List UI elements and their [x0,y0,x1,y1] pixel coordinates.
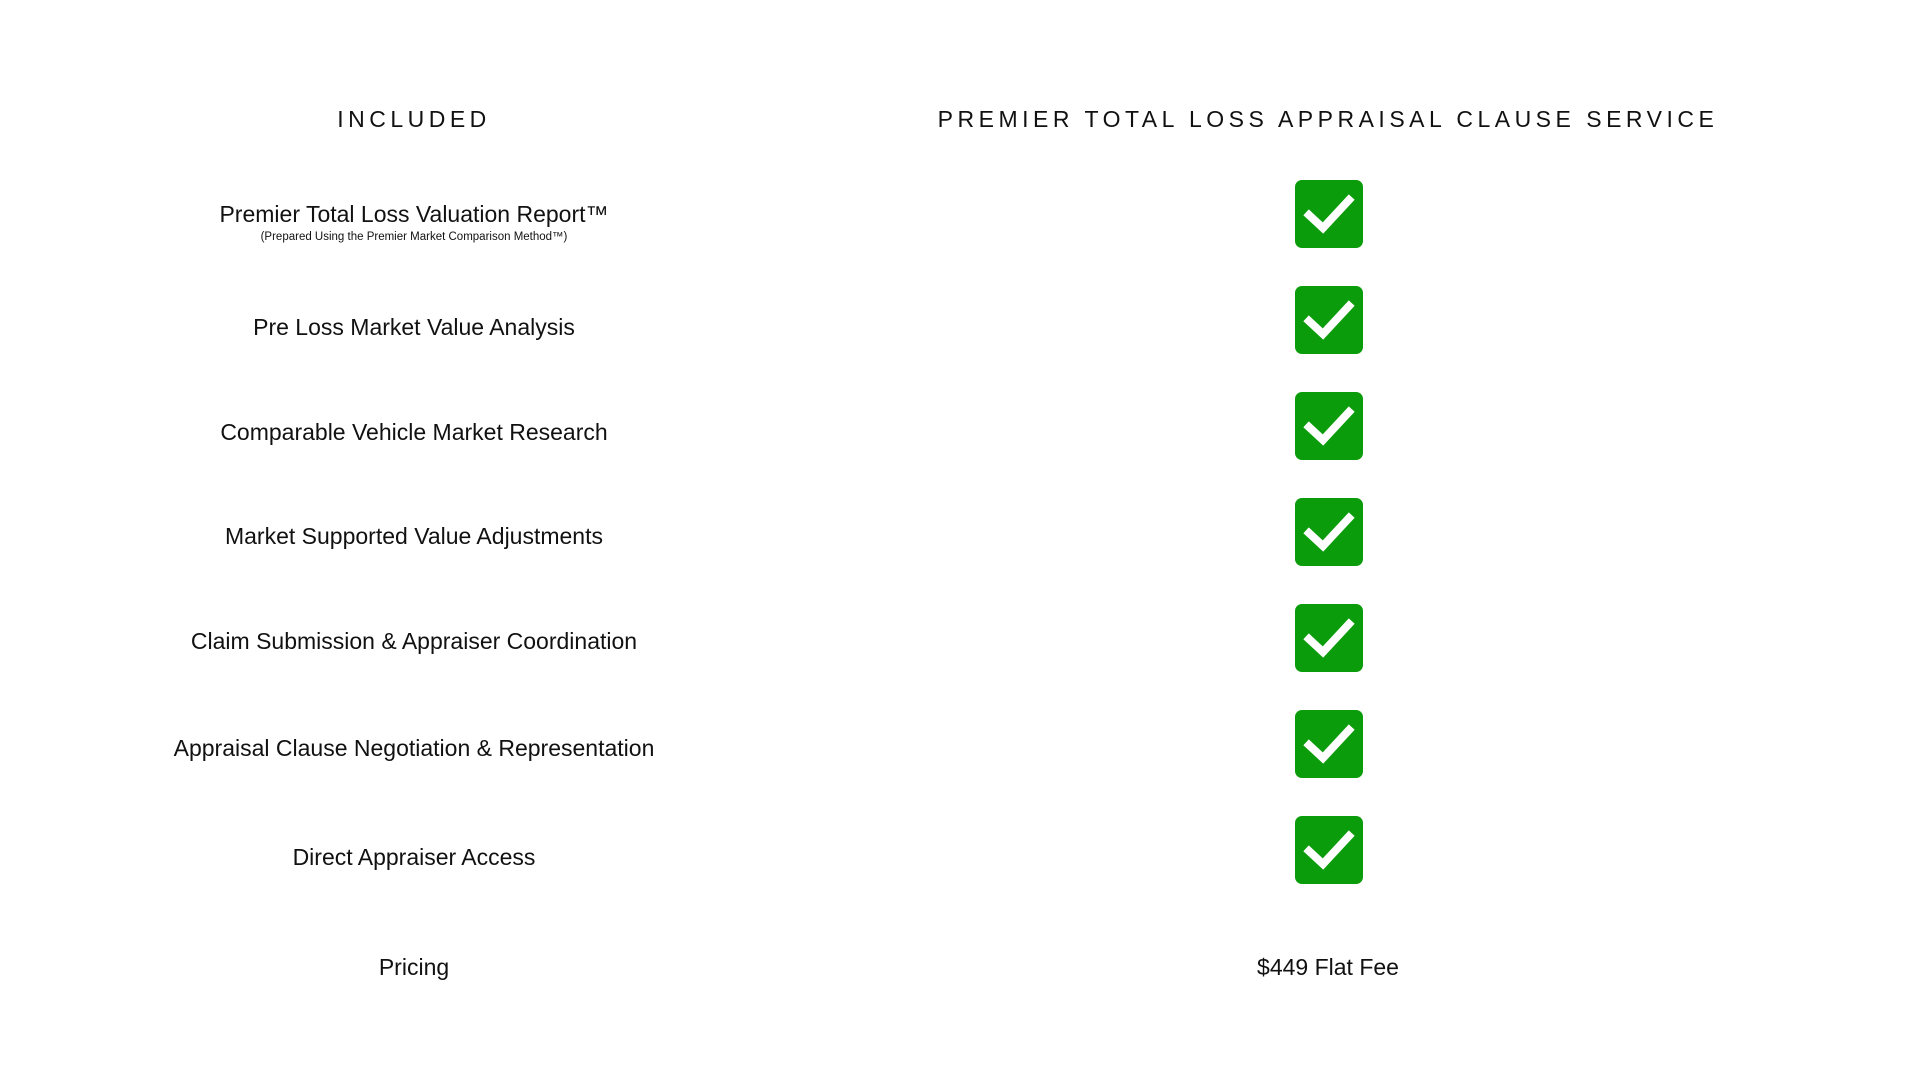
feature-sublabel: (Prepared Using the Premier Market Comparison Method™) [260,231,568,243]
feature-row-label [0,313,828,341]
feature-row-label [0,418,828,446]
check-icon [1295,710,1363,778]
pricing-label: Pricing [378,954,450,980]
check-icon [1295,498,1363,566]
check-mark-icon [1295,180,1363,248]
included-column-header: INCLUDED [337,106,491,132]
feature-row-label [0,843,828,871]
check-icon [1295,816,1363,884]
feature-row-label [0,200,828,244]
service-column-header: PREMIER TOTAL LOSS APPRAISAL CLAUSE SERVICE [937,106,1719,132]
check-icon [1295,286,1363,354]
feature-label: Premier Total Loss Valuation Report™ [219,201,609,227]
feature-label: Comparable Vehicle Market Research [220,419,608,445]
check-mark-icon [1295,286,1363,354]
check-mark-icon [1295,498,1363,566]
feature-row-label [0,734,828,762]
feature-label: Direct Appraiser Access [292,844,536,870]
check-mark-icon [1295,392,1363,460]
check-icon [1295,180,1363,248]
feature-label: Pre Loss Market Value Analysis [253,314,575,340]
feature-row-label [0,627,828,655]
feature-row-label [0,522,828,550]
feature-label: Claim Submission & Appraiser Coordination [190,628,638,654]
pricing-value: $449 Flat Fee [1257,954,1399,980]
check-icon [1295,604,1363,672]
check-mark-icon [1295,604,1363,672]
feature-label: Market Supported Value Adjustments [224,523,603,549]
check-mark-icon [1295,710,1363,778]
check-mark-icon [1295,816,1363,884]
feature-label: Appraisal Clause Negotiation & Representation [173,735,655,761]
check-icon [1295,392,1363,460]
